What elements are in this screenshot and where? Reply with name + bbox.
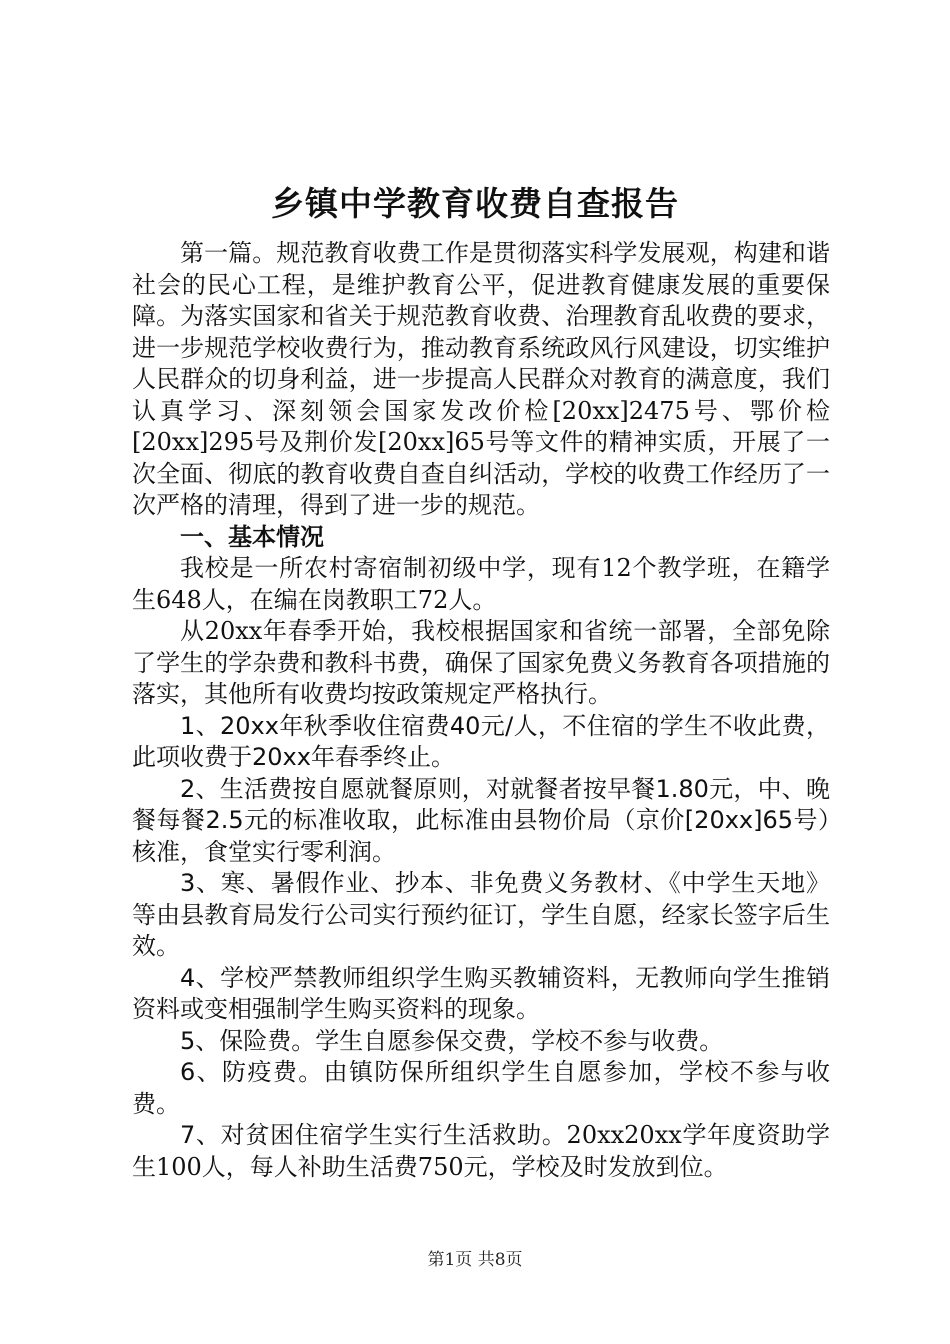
item-lead: 6、防疫费。 <box>180 1058 324 1086</box>
item-accommodation-fee: 1、20xx年秋季收住宿费40元/人，不住宿的学生不收此费，此项收费于20xx年春季终止。 <box>132 711 830 771</box>
section-heading-basic: 一、基本情况 <box>180 522 324 551</box>
document-body <box>132 238 830 1183</box>
item-lead: 7、对贫困住宿学生实行生活救助。 <box>180 1121 567 1149</box>
fee-exemption-paragraph: 从20xx年春季开始，我校根据国家和省统一部署，全部免除了学生的学杂费和教科书费，确保了国家免费义务教育各项措施的落实，其他所有收费均按政策规定严格执行。 <box>132 617 830 708</box>
item-materials-subscription: 3、寒、暑假作业、抄本、非免费义务教材、《中学生天地》等由县教育局发行公司实行预约征订，学生自愿，经家长签字后生效。 <box>132 869 830 960</box>
item-living-expenses: 2、生活费按自愿就餐原则，对就餐者按早餐1.80元，中、晚餐每餐2.5元的标准收取，此标准由县物价局（京价[20xx]65号）核准，食堂实行零利润。 <box>132 774 830 866</box>
intro-paragraph: 第一篇。规范教育收费工作是贯彻落实科学发展观，构建和谐社会的民心工程，是维护教育公平，促进教育健康发展的重要保障。为落实国家和省关于规范教育收费、治理教育乱收费的要求，进一步规范学校收费行为，推动教育系统政风行风建设，切实维护人民群众的切身利益，进一步提高人民群众对教育的满意度，我们认真学习、深刻领会国家发改价检[20xx]2475号、鄂价检[20xx]295号及荆价发[20xx]65号等文件的精神实质，开展了一次全面、彻底的教育收费自查自纠活动，学校的收费工作经历了一次严格的清理，得到了进一步的规范。 <box>132 239 830 519</box>
school-overview-paragraph: 我校是一所农村寄宿制初级中学，现有12个教学班，在籍学生648人，在编在岗教职工72人。 <box>132 554 830 614</box>
item-insurance-fee <box>132 1026 830 1058</box>
item-poverty-assistance <box>132 1120 830 1183</box>
document-title: 乡镇中学教育收费自查报告 <box>271 184 679 223</box>
page-number-footer: 第1页 共8页 <box>427 1250 523 1270</box>
item-text: 20xx20xx学年度资助学生100人，每人补助生活费750元，学校及时发放到位。 <box>132 1121 830 1181</box>
item-lead: 5、保险费。 <box>180 1026 316 1055</box>
item-vaccination-fee <box>132 1057 830 1120</box>
item-teaching-materials-ban: 4、学校严禁教师组织学生购买教辅资料，无教师向学生推销资料或变相强制学生购买资料的现象。 <box>132 963 830 1023</box>
item-text: 由镇防保所组织学生自愿参加，学校不参与收费。 <box>132 1058 830 1118</box>
item-text: 学生自愿参保交费，学校不参与收费。 <box>315 1026 724 1055</box>
